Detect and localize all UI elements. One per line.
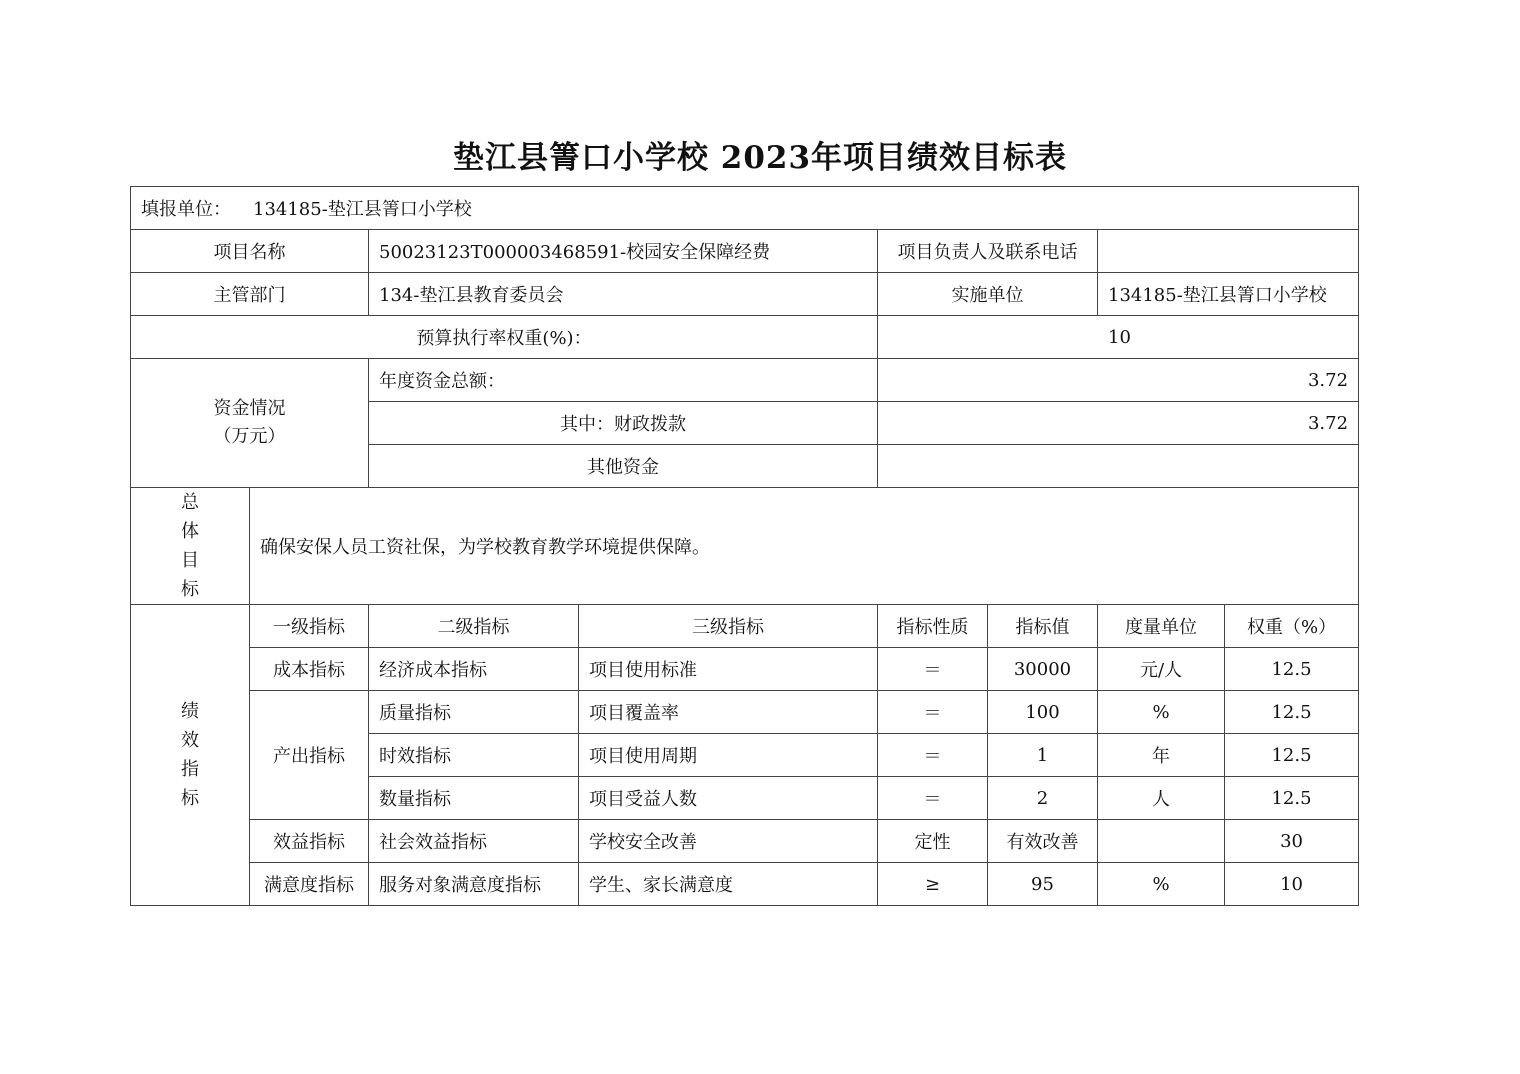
column-header: 指标值 — [988, 605, 1098, 648]
indicator-value: 95 — [988, 863, 1098, 906]
table-row — [131, 691, 1359, 734]
level3-indicator: 学校安全改善 — [579, 820, 878, 863]
project-name-value: 50023123T000003468591-校园安全保障经费 — [369, 230, 878, 273]
indicator-weight: 12.5 — [1225, 777, 1359, 820]
table-row — [131, 820, 1359, 863]
indicator-unit: 年 — [1098, 734, 1225, 777]
indicator-value: 2 — [988, 777, 1098, 820]
funds-total-row — [131, 359, 1359, 402]
indicator-weight: 12.5 — [1225, 734, 1359, 777]
overall-goal-text: 确保安保人员工资社保，为学校教育教学环境提供保障。 — [250, 488, 1359, 605]
implementing-unit-label: 实施单位 — [878, 273, 1098, 316]
indicator-header-row — [131, 605, 1359, 648]
indicator-value: 有效改善 — [988, 820, 1098, 863]
column-header: 权重（%） — [1225, 605, 1359, 648]
funds-other-value — [878, 445, 1359, 488]
indicators-label — [131, 605, 250, 906]
funds-label-line1: 资金情况 — [213, 398, 286, 419]
level1-indicator: 产出指标 — [250, 691, 369, 820]
department-row — [131, 273, 1359, 316]
indicator-nature: ＝ — [878, 734, 988, 777]
funds-label — [131, 359, 369, 488]
level1-indicator: 满意度指标 — [250, 863, 369, 906]
level1-indicator: 成本指标 — [250, 648, 369, 691]
indicators-label-char: 效 — [181, 730, 199, 751]
overall-goal-row — [131, 488, 1359, 605]
level3-indicator: 项目受益人数 — [579, 777, 878, 820]
project-manager-label: 项目负责人及联系电话 — [878, 230, 1098, 273]
funds-label-line2: （万元） — [213, 426, 286, 447]
indicator-value: 1 — [988, 734, 1098, 777]
indicator-unit: % — [1098, 863, 1225, 906]
indicator-weight: 10 — [1225, 863, 1359, 906]
indicators-label-char: 标 — [181, 788, 199, 809]
overall-goal-label — [131, 488, 250, 605]
project-name-label: 项目名称 — [131, 230, 369, 273]
goal-label-char: 总 — [181, 492, 199, 513]
reporting-unit-row — [131, 187, 1359, 230]
level2-indicator: 社会效益指标 — [369, 820, 579, 863]
goal-label-char: 标 — [181, 579, 199, 600]
indicator-weight: 30 — [1225, 820, 1359, 863]
funds-fiscal-value: 3.72 — [878, 402, 1359, 445]
goal-label-char: 目 — [181, 550, 199, 571]
level1-indicator: 效益指标 — [250, 820, 369, 863]
budget-weight-value: 10 — [878, 316, 1359, 359]
budget-weight-label: 预算执行率权重(%)： — [131, 316, 878, 359]
indicator-nature: ≥ — [878, 863, 988, 906]
level3-indicator: 学生、家长满意度 — [579, 863, 878, 906]
indicators-label-char: 绩 — [181, 701, 199, 722]
indicator-weight: 12.5 — [1225, 648, 1359, 691]
indicator-value: 100 — [988, 691, 1098, 734]
budget-weight-row — [131, 316, 1359, 359]
department-label: 主管部门 — [131, 273, 369, 316]
project-manager-value — [1098, 230, 1359, 273]
indicator-unit — [1098, 820, 1225, 863]
indicator-value: 30000 — [988, 648, 1098, 691]
level3-indicator: 项目使用周期 — [579, 734, 878, 777]
indicators-label-char: 指 — [181, 759, 199, 780]
funds-other-label: 其他资金 — [369, 445, 878, 488]
reporting-unit-cell — [131, 187, 1359, 230]
column-header: 一级指标 — [250, 605, 369, 648]
funds-total-value: 3.72 — [878, 359, 1359, 402]
table-row — [131, 863, 1359, 906]
level3-indicator: 项目使用标准 — [579, 648, 878, 691]
department-value: 134-垫江县教育委员会 — [369, 273, 878, 316]
page-title: 垫江县箐口小学校 2023年项目绩效目标表 — [452, 140, 1068, 176]
funds-total-label: 年度资金总额： — [369, 359, 878, 402]
column-header: 三级指标 — [579, 605, 878, 648]
level2-indicator: 质量指标 — [369, 691, 579, 734]
goal-label-char: 体 — [181, 521, 199, 542]
level3-indicator: 项目覆盖率 — [579, 691, 878, 734]
funds-fiscal-label: 其中：财政拨款 — [369, 402, 878, 445]
indicator-nature: ＝ — [878, 648, 988, 691]
implementing-unit-value: 134185-垫江县箐口小学校 — [1098, 273, 1359, 316]
indicator-nature: 定性 — [878, 820, 988, 863]
indicator-unit: % — [1098, 691, 1225, 734]
indicator-unit: 人 — [1098, 777, 1225, 820]
column-header: 度量单位 — [1098, 605, 1225, 648]
indicator-nature: ＝ — [878, 691, 988, 734]
level2-indicator: 时效指标 — [369, 734, 579, 777]
indicator-unit: 元/人 — [1098, 648, 1225, 691]
level2-indicator: 数量指标 — [369, 777, 579, 820]
column-header: 指标性质 — [878, 605, 988, 648]
project-name-row — [131, 230, 1359, 273]
indicator-nature: ＝ — [878, 777, 988, 820]
level2-indicator: 服务对象满意度指标 — [369, 863, 579, 906]
table-row — [131, 648, 1359, 691]
column-header: 二级指标 — [369, 605, 579, 648]
indicator-weight: 12.5 — [1225, 691, 1359, 734]
reporting-unit-label: 填报单位： — [141, 199, 231, 220]
level2-indicator: 经济成本指标 — [369, 648, 579, 691]
performance-target-table — [130, 186, 1359, 906]
reporting-unit-value: 134185-垫江县箐口小学校 — [253, 199, 472, 220]
